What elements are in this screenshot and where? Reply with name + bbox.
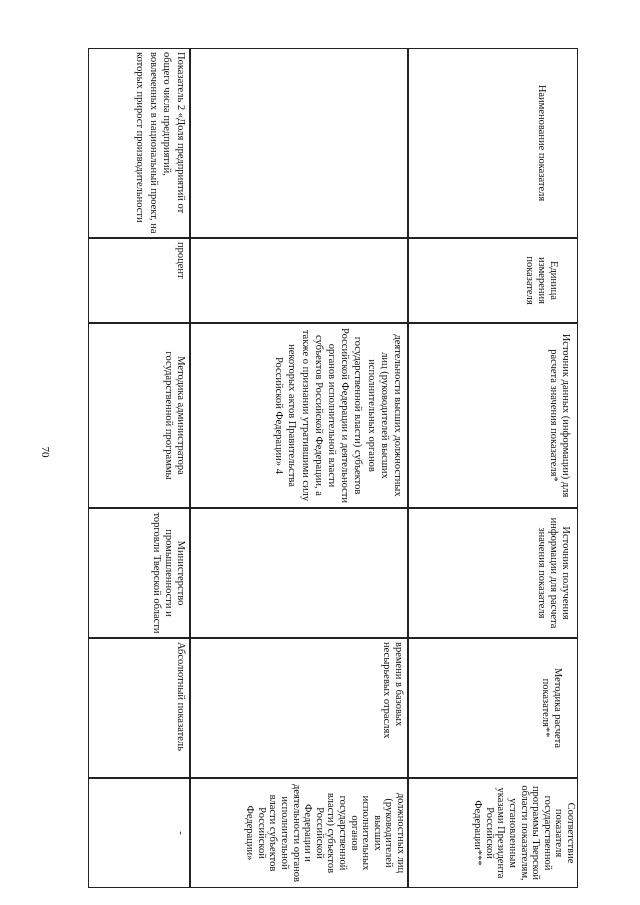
row2-indicator-name: Показатель 2 «Доля предприятий от общего числа предприятий, вовлеченных в национальный проект, на которых прирост производительности <box>88 48 190 238</box>
cont-row-data-source: деятельности высших должностных лиц (руководителей высших исполнительных органов государственной власти) субъектов Российской Федерации и деятельности органов исполнительной власти субъектов Российской Федерации, а также о признании утратившими силу некоторых актов Правительства Российской Федерации» 4 <box>190 323 408 508</box>
header-decree-compliance: Соответствие показателя государственной программы Тверской области показателям, установленным указами Президента Российской Федерации*** <box>408 778 578 888</box>
cont-row-info-source <box>190 508 408 638</box>
page-number: 70 <box>39 446 51 458</box>
header-unit: Единица измерения показателя <box>408 238 578 323</box>
header-info-source: Источник получения информации для расчета значения показателя <box>408 508 578 638</box>
indicator-table <box>88 48 578 888</box>
row2-unit: процент <box>88 238 190 323</box>
cont-row-indicator-name <box>190 48 408 238</box>
cont-row-calc-method: времени в базовых несырьевых отраслях <box>190 638 408 778</box>
row2-data-source: Методика администратора государственной программы <box>88 323 190 508</box>
cont-row-unit <box>190 238 408 323</box>
header-data-source: Источник данных (информации) для расчета значения показателя* <box>408 323 578 508</box>
row2-info-source: Министерство промышленности и торговли Тверской области <box>88 508 190 638</box>
rotated-table-area <box>88 48 578 888</box>
cont-row-decree-compliance: должностных лиц (руководителей высших исполнительных органов государственной власти) субъектов Российской Федерации и деятельности органов исполнительной власти субъектов Российской Федерации» <box>190 778 408 888</box>
header-calc-method: Методика расчета показателя** <box>408 638 578 778</box>
row2-calc-method: Абсолютный показатель <box>88 638 190 778</box>
header-indicator-name: Наименование показателя <box>408 48 578 238</box>
row2-decree-compliance: - <box>88 778 190 888</box>
